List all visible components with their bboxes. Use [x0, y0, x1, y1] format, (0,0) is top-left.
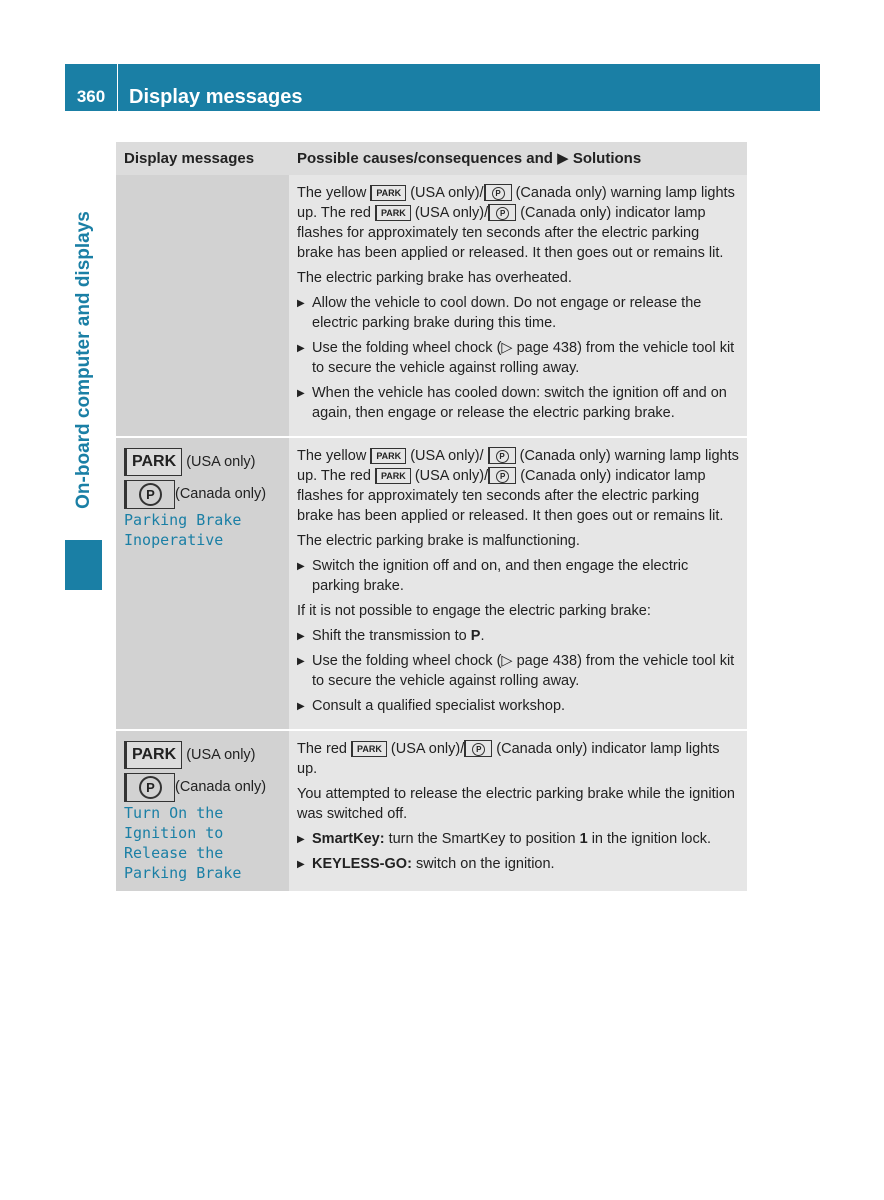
page-header [65, 64, 820, 111]
p-glyph: P [496, 450, 509, 463]
text-canada: (Canada [175, 486, 231, 502]
parking-brake-p-icon [464, 740, 492, 757]
step-end: in the ignition lock. [591, 831, 711, 847]
solution-step [297, 854, 739, 874]
message-line: Parking Brake [124, 864, 242, 882]
page-title: Display messages [129, 86, 303, 108]
text-only: only) [224, 747, 256, 763]
header-divider [117, 64, 118, 111]
message-symbols [124, 739, 281, 803]
park-symbol-icon: PARK [375, 468, 411, 484]
parking-brake-p-icon [488, 467, 516, 484]
keyless-go-label: KEYLESS-GO: [312, 856, 412, 872]
table-header-row [116, 142, 747, 175]
text-usa: (USA [186, 454, 221, 470]
park-symbol-icon: PARK [124, 741, 182, 769]
park-symbol-icon: PARK [375, 205, 411, 221]
message-line: Ignition to [124, 824, 224, 842]
step-text: switch on the ignition. [415, 856, 555, 872]
text-canada: (Canada [175, 779, 231, 795]
solution-step [297, 626, 739, 646]
table-row [116, 730, 747, 891]
message-symbols [124, 446, 281, 510]
text-lights-up-red: lights up. The red [297, 448, 739, 484]
position-number: 1 [579, 831, 588, 847]
park-symbol-icon: PARK [370, 448, 406, 464]
text-yellow: The yellow [297, 448, 367, 464]
solution-step: ▶ Use the folding wheel chock (▷ page 438) from the vehicle tool kit to secure the vehicle against rolling away. [297, 651, 739, 691]
text-canada-indicator: (Canada only) indicator [520, 205, 671, 221]
p-glyph: P [496, 470, 509, 483]
smartkey-label: SmartKey: [312, 831, 385, 847]
col-header-messages: Display messages [116, 142, 289, 175]
text-only: only) [234, 486, 267, 502]
parking-brake-p-icon [488, 204, 516, 221]
gear-p-text: P [470, 628, 481, 644]
lamp-description [297, 739, 739, 779]
text-usa-only: (USA only)/ [414, 468, 489, 484]
text-lights-up-red: lights up. The red [297, 185, 735, 221]
solution-step [297, 829, 739, 849]
col-header-solutions-text: Solutions [572, 149, 642, 167]
text-usa-only: (USA only)/ [410, 185, 484, 201]
p-glyph: P [496, 207, 509, 220]
message-cell [116, 175, 289, 437]
solution-step: ▶ When the vehicle has cooled down: switch the ignition off and on again, then engage or release the electric parking brake. [297, 383, 739, 423]
p-glyph: P [492, 187, 505, 200]
solution-cell [289, 175, 747, 437]
text-usa-only: (USA only)/ [410, 448, 484, 464]
message-line: Inoperative [124, 531, 224, 549]
text-only: only) [224, 454, 256, 470]
parking-brake-p-icon [484, 184, 512, 201]
table-row [116, 175, 747, 437]
triangle-right-icon: ▶ [557, 149, 569, 167]
text-only: only) [234, 779, 267, 795]
solution-step: ▶ Switch the ignition off and on, and then engage the electric parking brake. [297, 556, 739, 596]
parking-brake-p-icon [124, 773, 175, 802]
text-usa-only: (USA only)/ [390, 741, 465, 757]
text-canada-indicator: (Canada only) indicator [520, 468, 671, 484]
col-header-causes [289, 142, 747, 175]
step-end: . [480, 628, 485, 644]
parking-brake-p-icon [124, 480, 175, 509]
col-header-causes-text: Possible causes/consequences and [297, 149, 553, 167]
text-flashes: lamp flashes for approximately ten seconds after the electric parking brake has been applied or released. It then goes out or remains lit. [297, 205, 724, 261]
message-cell [116, 437, 289, 730]
table-row [116, 437, 747, 730]
message-line: Parking Brake [124, 511, 242, 529]
lamp-description [297, 446, 739, 526]
solution-cell [289, 730, 747, 891]
solution-step: ▶ Allow the vehicle to cool down. Do not engage or release the electric parking brake during this time. [297, 293, 739, 333]
text-usa-only: (USA only)/ [414, 205, 489, 221]
park-symbol-icon: PARK [370, 185, 406, 201]
parking-brake-p-icon [488, 447, 516, 464]
text-usa: (USA [186, 747, 221, 763]
p-glyph: P [472, 743, 485, 756]
p-glyph: P [139, 776, 162, 799]
text-canada-warning: (Canada only) warning lamp [519, 448, 701, 464]
p-glyph: P [139, 483, 162, 506]
text-canada-indicator: (Canada only) indicator lamp lights up. [297, 741, 720, 777]
side-tab [65, 180, 102, 540]
page-number: 360 [76, 87, 106, 106]
cause-text: You attempted to release the electric parking brake while the ignition was switched off. [297, 786, 735, 822]
park-symbol-icon: PARK [351, 741, 387, 757]
park-symbol-icon: PARK [124, 448, 182, 476]
text-flashes: lamp flashes for approximately ten seconds after the electric parking brake has been applied or released. It then goes out or remains lit. [297, 468, 724, 524]
message-line: Release the [124, 844, 224, 862]
solution-step: ▶ Consult a qualified specialist workshop. [297, 696, 739, 716]
message-line: Turn On the [124, 804, 224, 822]
message-cell [116, 730, 289, 891]
step-text: Shift the transmission to [312, 628, 467, 644]
text-yellow: The yellow [297, 185, 367, 201]
cause-text: The electric parking brake is malfunctioning. [297, 533, 580, 549]
solution-cell [289, 437, 747, 730]
solution-step: ▶ Use the folding wheel chock (▷ page 438) from the vehicle tool kit to secure the vehicle against rolling away. [297, 338, 739, 378]
step-text: turn the SmartKey to position [388, 831, 576, 847]
text-canada-warning: (Canada only) warning lamp [515, 185, 697, 201]
side-tab-label: On-board computer and displays [72, 211, 94, 509]
condition-text: If it is not possible to engage the electric parking brake: [297, 603, 651, 619]
display-messages-table [116, 142, 747, 891]
text-red: The red [297, 741, 347, 757]
cause-text: The electric parking brake has overheated. [297, 270, 572, 286]
lamp-description [297, 183, 739, 263]
